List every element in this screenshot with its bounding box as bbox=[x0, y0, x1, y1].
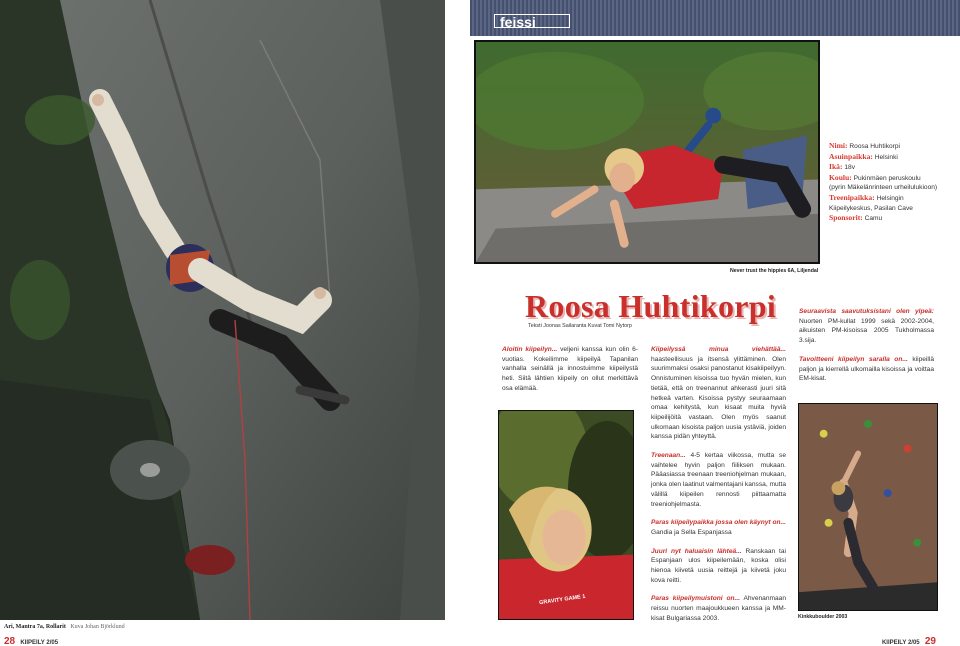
fact-name: Nimi: Roosa Huhtikorpi bbox=[829, 141, 900, 150]
paragraph-fascinates: Kiipeilyssä minua viehättää... haasteellisuus ja itsensä ylittäminen. Olen suurimmaksi osaksi panostanut kisakiipeilyyn. Onnistuminen kisoissa tuo hyvän mielen, kun tietää, että on treenannut ahkerasti juuri sitä hetkeä varten. Kisoissa pystyy seuraamaan omaa kehitystä, kun kisaat muita hyviä kiipeilijöitä vastaan. Olen myös saanut ulkomaan kisoista paljon uusia ystäviä, joiden kanssa pidän yhteyttä. bbox=[651, 346, 786, 441]
caption-credit: Kuva Johan Björklund bbox=[70, 624, 125, 630]
article-byline: Teksti Joonas Sailaranta Kuvat Tomi Nytorp bbox=[528, 323, 632, 329]
top-bouldering-photo bbox=[474, 40, 820, 264]
competition-photo-caption: Kinkkuboulder 2003 bbox=[798, 614, 848, 620]
paragraph-goal: Tavoitteeni kiipeilyn saralla on... kiipeillä paljon ja kierrellä ulkomailla kisoissa ja voittaa EM-kisat. bbox=[799, 355, 934, 383]
right-magazine-name: KIIPEILY 2/05 bbox=[881, 640, 920, 646]
paragraph-want: Juuri nyt haluaisin lähteä... Ranskaan tai Espanjaan ulos kiipeilemään, koska olisi hienoa kiivetä uusia reittejä ja kiivetä joku kova reitti. bbox=[651, 547, 787, 584]
fact-age: Ikä: 18v bbox=[829, 162, 855, 172]
article-title: Roosa Huhtikorpi bbox=[525, 288, 777, 324]
fact-gym: Treenipaikka: Helsingin Kiipeilykeskus, Pasilan Cave bbox=[829, 192, 913, 212]
left-page-number: 28 bbox=[4, 636, 16, 646]
right-folio bbox=[879, 636, 936, 646]
fact-school: Koulu: Pukinmäen peruskoulu (pyrin Mäkelänrinteen urheilulukioon) bbox=[829, 172, 938, 192]
caption-route: Ari, Mantra 7a, Rollarit bbox=[4, 624, 66, 630]
top-photo-caption: Never trust the hippies 6A, Liljendal bbox=[730, 268, 819, 274]
paragraph-started: Aloitin kiipeilyn... veljeni kanssa kun olin 6-vuotias. Kokeilimme kiipeilyä Tapanilan vanhalla seinällä ja innostuimme kiipeilystä heti. Siitä lähtien kiipeily on ollut merkittävä osa elämää. bbox=[502, 346, 638, 392]
main-climbing-photo bbox=[0, 0, 445, 620]
article-column-3 bbox=[799, 307, 934, 393]
paragraph-best-place: Paras kiipeilypaikka jossa olen käynyt on... Gandia ja Sella Espanjassa bbox=[651, 519, 786, 536]
main-photo-caption bbox=[4, 624, 125, 630]
competition-photo bbox=[798, 403, 938, 611]
portrait-photo bbox=[498, 410, 634, 620]
paragraph-proud: Seuraavista saavutuksistani olen ylpeä: Nuorten PM-kullat 1999 sekä 2002-2004, aikuisten PM-kisoissa 2005 Tukholmassa 3.sija. bbox=[799, 308, 934, 345]
profile-facts bbox=[829, 141, 939, 224]
left-folio bbox=[4, 636, 61, 646]
section-tag: feissi bbox=[500, 14, 536, 30]
article-column-2 bbox=[651, 345, 786, 633]
paragraph-training: Treenaan... 4-5 kertaa viikossa, mutta se vaihtelee hyvin paljon fiiliksen mukaan. Pääasiassa treenaan treeniohjelman mukaan, jonka olen laatinut valmentajani kanssa, mutta välillä kiipeilen rennosti piittaamatta treeniohjelmasta. bbox=[651, 452, 786, 508]
right-page-number: 29 bbox=[924, 636, 936, 646]
fact-sponsor: Sponsorit: Camu bbox=[829, 213, 883, 223]
left-magazine-name: KIIPEILY 2/05 bbox=[20, 640, 59, 646]
paragraph-memory: Paras kiipeilymuistoni on... Ahvenanmaan reissu nuorten maajoukkueen kanssa ja MM-kisat Bulgariassa 2003. bbox=[651, 595, 786, 622]
shirt-text: GRAVITY GAME 1 bbox=[538, 593, 586, 607]
section-header-band bbox=[470, 0, 960, 36]
article-column-1 bbox=[502, 345, 638, 403]
fact-home: Asuinpaikka: Helsinki bbox=[829, 151, 898, 161]
